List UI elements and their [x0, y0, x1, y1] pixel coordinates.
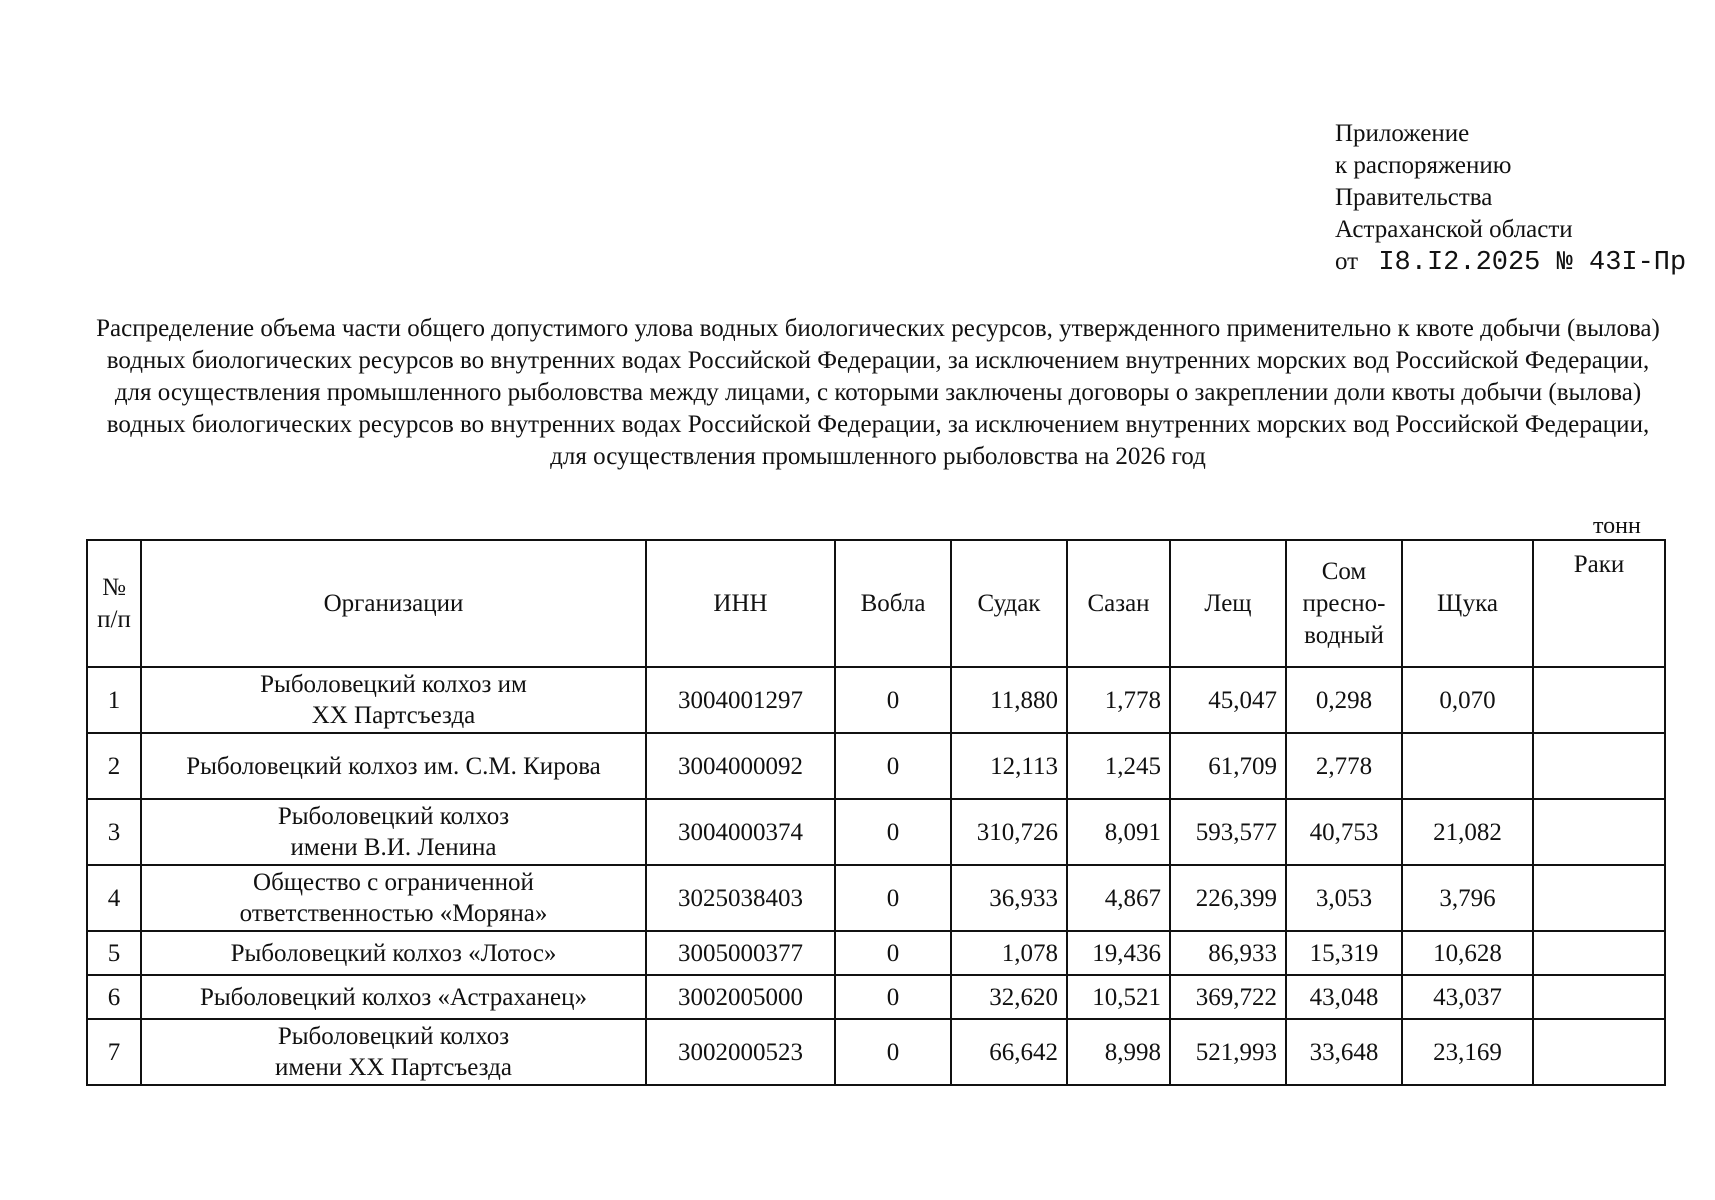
cell-inn: 3025038403: [646, 865, 835, 931]
cell-lesch: 45,047: [1170, 667, 1286, 733]
cell-sazan: 19,436: [1067, 931, 1170, 975]
header-som: Сом пресно-водный: [1286, 540, 1402, 667]
cell-som: 40,753: [1286, 799, 1402, 865]
cell-num: 3: [87, 799, 141, 865]
cell-sudak: 12,113: [951, 733, 1067, 799]
cell-org: Рыболовецкий колхоз им. С.М. Кирова: [141, 733, 646, 799]
table-header-row: [87, 540, 1665, 667]
cell-lesch: 369,722: [1170, 975, 1286, 1019]
cell-schuka: 10,628: [1402, 931, 1533, 975]
cell-num: 7: [87, 1019, 141, 1085]
cell-inn: 3004001297: [646, 667, 835, 733]
cell-sazan: 1,245: [1067, 733, 1170, 799]
cell-schuka: [1402, 733, 1533, 799]
cell-lesch: 521,993: [1170, 1019, 1286, 1085]
document-title: Распределение объема части общего допустимого улова водных биологических ресурсов, утвержденного применительно к квоте добычи (вылова) водных биологических ресурсов во внутренних водах Российской Федерации, за исключением внутренних морских вод Российской Федерации, для осуществления промышленного рыболовства между лицами, с которыми заключены договоры о закреплении доли квоты добычи (вылова) водных биологических ресурсов во внутренних водах Российской Федерации, за исключением внутренних морских вод Российской Федерации, для осуществления промышленного рыболовства на 2026 год: [96, 315, 1660, 470]
header-raki: Раки: [1533, 540, 1665, 667]
units-label: тонн: [1593, 513, 1641, 539]
cell-num: 2: [87, 733, 141, 799]
cell-som: 0,298: [1286, 667, 1402, 733]
header-sazan: Сазан: [1067, 540, 1170, 667]
cell-sudak: 36,933: [951, 865, 1067, 931]
cell-inn: 3002005000: [646, 975, 835, 1019]
cell-sazan: 4,867: [1067, 865, 1170, 931]
header-org: Организации: [141, 540, 646, 667]
cell-sudak: 1,078: [951, 931, 1067, 975]
cell-raki: [1533, 975, 1665, 1019]
cell-org: Общество с ограниченной ответственностью «Моряна»: [141, 865, 646, 931]
cell-raki: [1533, 733, 1665, 799]
cell-lesch: 61,709: [1170, 733, 1286, 799]
cell-sudak: 66,642: [951, 1019, 1067, 1085]
cell-som: 15,319: [1286, 931, 1402, 975]
cell-inn: 3004000092: [646, 733, 835, 799]
appendix-line: Астраханской области: [1335, 216, 1573, 243]
cell-som: 33,648: [1286, 1019, 1402, 1085]
table-row: [87, 1019, 1665, 1085]
header-vobla: Вобла: [835, 540, 951, 667]
cell-vobla: 0: [835, 865, 951, 931]
cell-sudak: 310,726: [951, 799, 1067, 865]
date-number-stamp: I8.I2.2025 № 43I-Пр: [1378, 248, 1687, 278]
cell-vobla: 0: [835, 931, 951, 975]
cell-num: 1: [87, 667, 141, 733]
cell-org: Рыболовецкий колхоз имени XX Партсъезда: [141, 1019, 646, 1085]
cell-vobla: 0: [835, 733, 951, 799]
cell-som: 43,048: [1286, 975, 1402, 1019]
header-inn: ИНН: [646, 540, 835, 667]
header-schuka: Щука: [1402, 540, 1533, 667]
cell-sazan: 10,521: [1067, 975, 1170, 1019]
cell-vobla: 0: [835, 667, 951, 733]
cell-vobla: 0: [835, 799, 951, 865]
appendix-date-line: [1335, 246, 1686, 279]
cell-schuka: 43,037: [1402, 975, 1533, 1019]
header-sudak: Судак: [951, 540, 1067, 667]
table-row: [87, 733, 1665, 799]
appendix-line: к распоряжению: [1335, 152, 1512, 179]
cell-raki: [1533, 1019, 1665, 1085]
table-row: [87, 931, 1665, 975]
cell-schuka: 3,796: [1402, 865, 1533, 931]
cell-raki: [1533, 865, 1665, 931]
date-prefix: от: [1335, 248, 1359, 275]
cell-org: Рыболовецкий колхоз имени В.И. Ленина: [141, 799, 646, 865]
appendix-line: Правительства: [1335, 184, 1493, 211]
cell-lesch: 593,577: [1170, 799, 1286, 865]
cell-inn: 3004000374: [646, 799, 835, 865]
cell-vobla: 0: [835, 1019, 951, 1085]
cell-org: Рыболовецкий колхоз «Астраханец»: [141, 975, 646, 1019]
header-lesch: Лещ: [1170, 540, 1286, 667]
cell-inn: 3002000523: [646, 1019, 835, 1085]
appendix-line: Приложение: [1335, 120, 1470, 147]
cell-org: Рыболовецкий колхоз им XX Партсъезда: [141, 667, 646, 733]
cell-lesch: 226,399: [1170, 865, 1286, 931]
table-row: [87, 667, 1665, 733]
cell-num: 4: [87, 865, 141, 931]
cell-lesch: 86,933: [1170, 931, 1286, 975]
cell-sazan: 8,091: [1067, 799, 1170, 865]
cell-vobla: 0: [835, 975, 951, 1019]
cell-sazan: 1,778: [1067, 667, 1170, 733]
table-row: [87, 975, 1665, 1019]
cell-sudak: 11,880: [951, 667, 1067, 733]
cell-schuka: 21,082: [1402, 799, 1533, 865]
cell-schuka: 0,070: [1402, 667, 1533, 733]
cell-raki: [1533, 799, 1665, 865]
table-row: [87, 799, 1665, 865]
appendix-block: [1335, 118, 1686, 279]
cell-raki: [1533, 667, 1665, 733]
cell-sudak: 32,620: [951, 975, 1067, 1019]
cell-som: 3,053: [1286, 865, 1402, 931]
cell-org: Рыболовецкий колхоз «Лотос»: [141, 931, 646, 975]
cell-num: 5: [87, 931, 141, 975]
cell-sazan: 8,998: [1067, 1019, 1170, 1085]
cell-raki: [1533, 931, 1665, 975]
cell-som: 2,778: [1286, 733, 1402, 799]
table-row: [87, 865, 1665, 931]
header-num: № п/п: [87, 540, 141, 667]
cell-schuka: 23,169: [1402, 1019, 1533, 1085]
quota-table: [86, 539, 1666, 1086]
cell-inn: 3005000377: [646, 931, 835, 975]
cell-num: 6: [87, 975, 141, 1019]
